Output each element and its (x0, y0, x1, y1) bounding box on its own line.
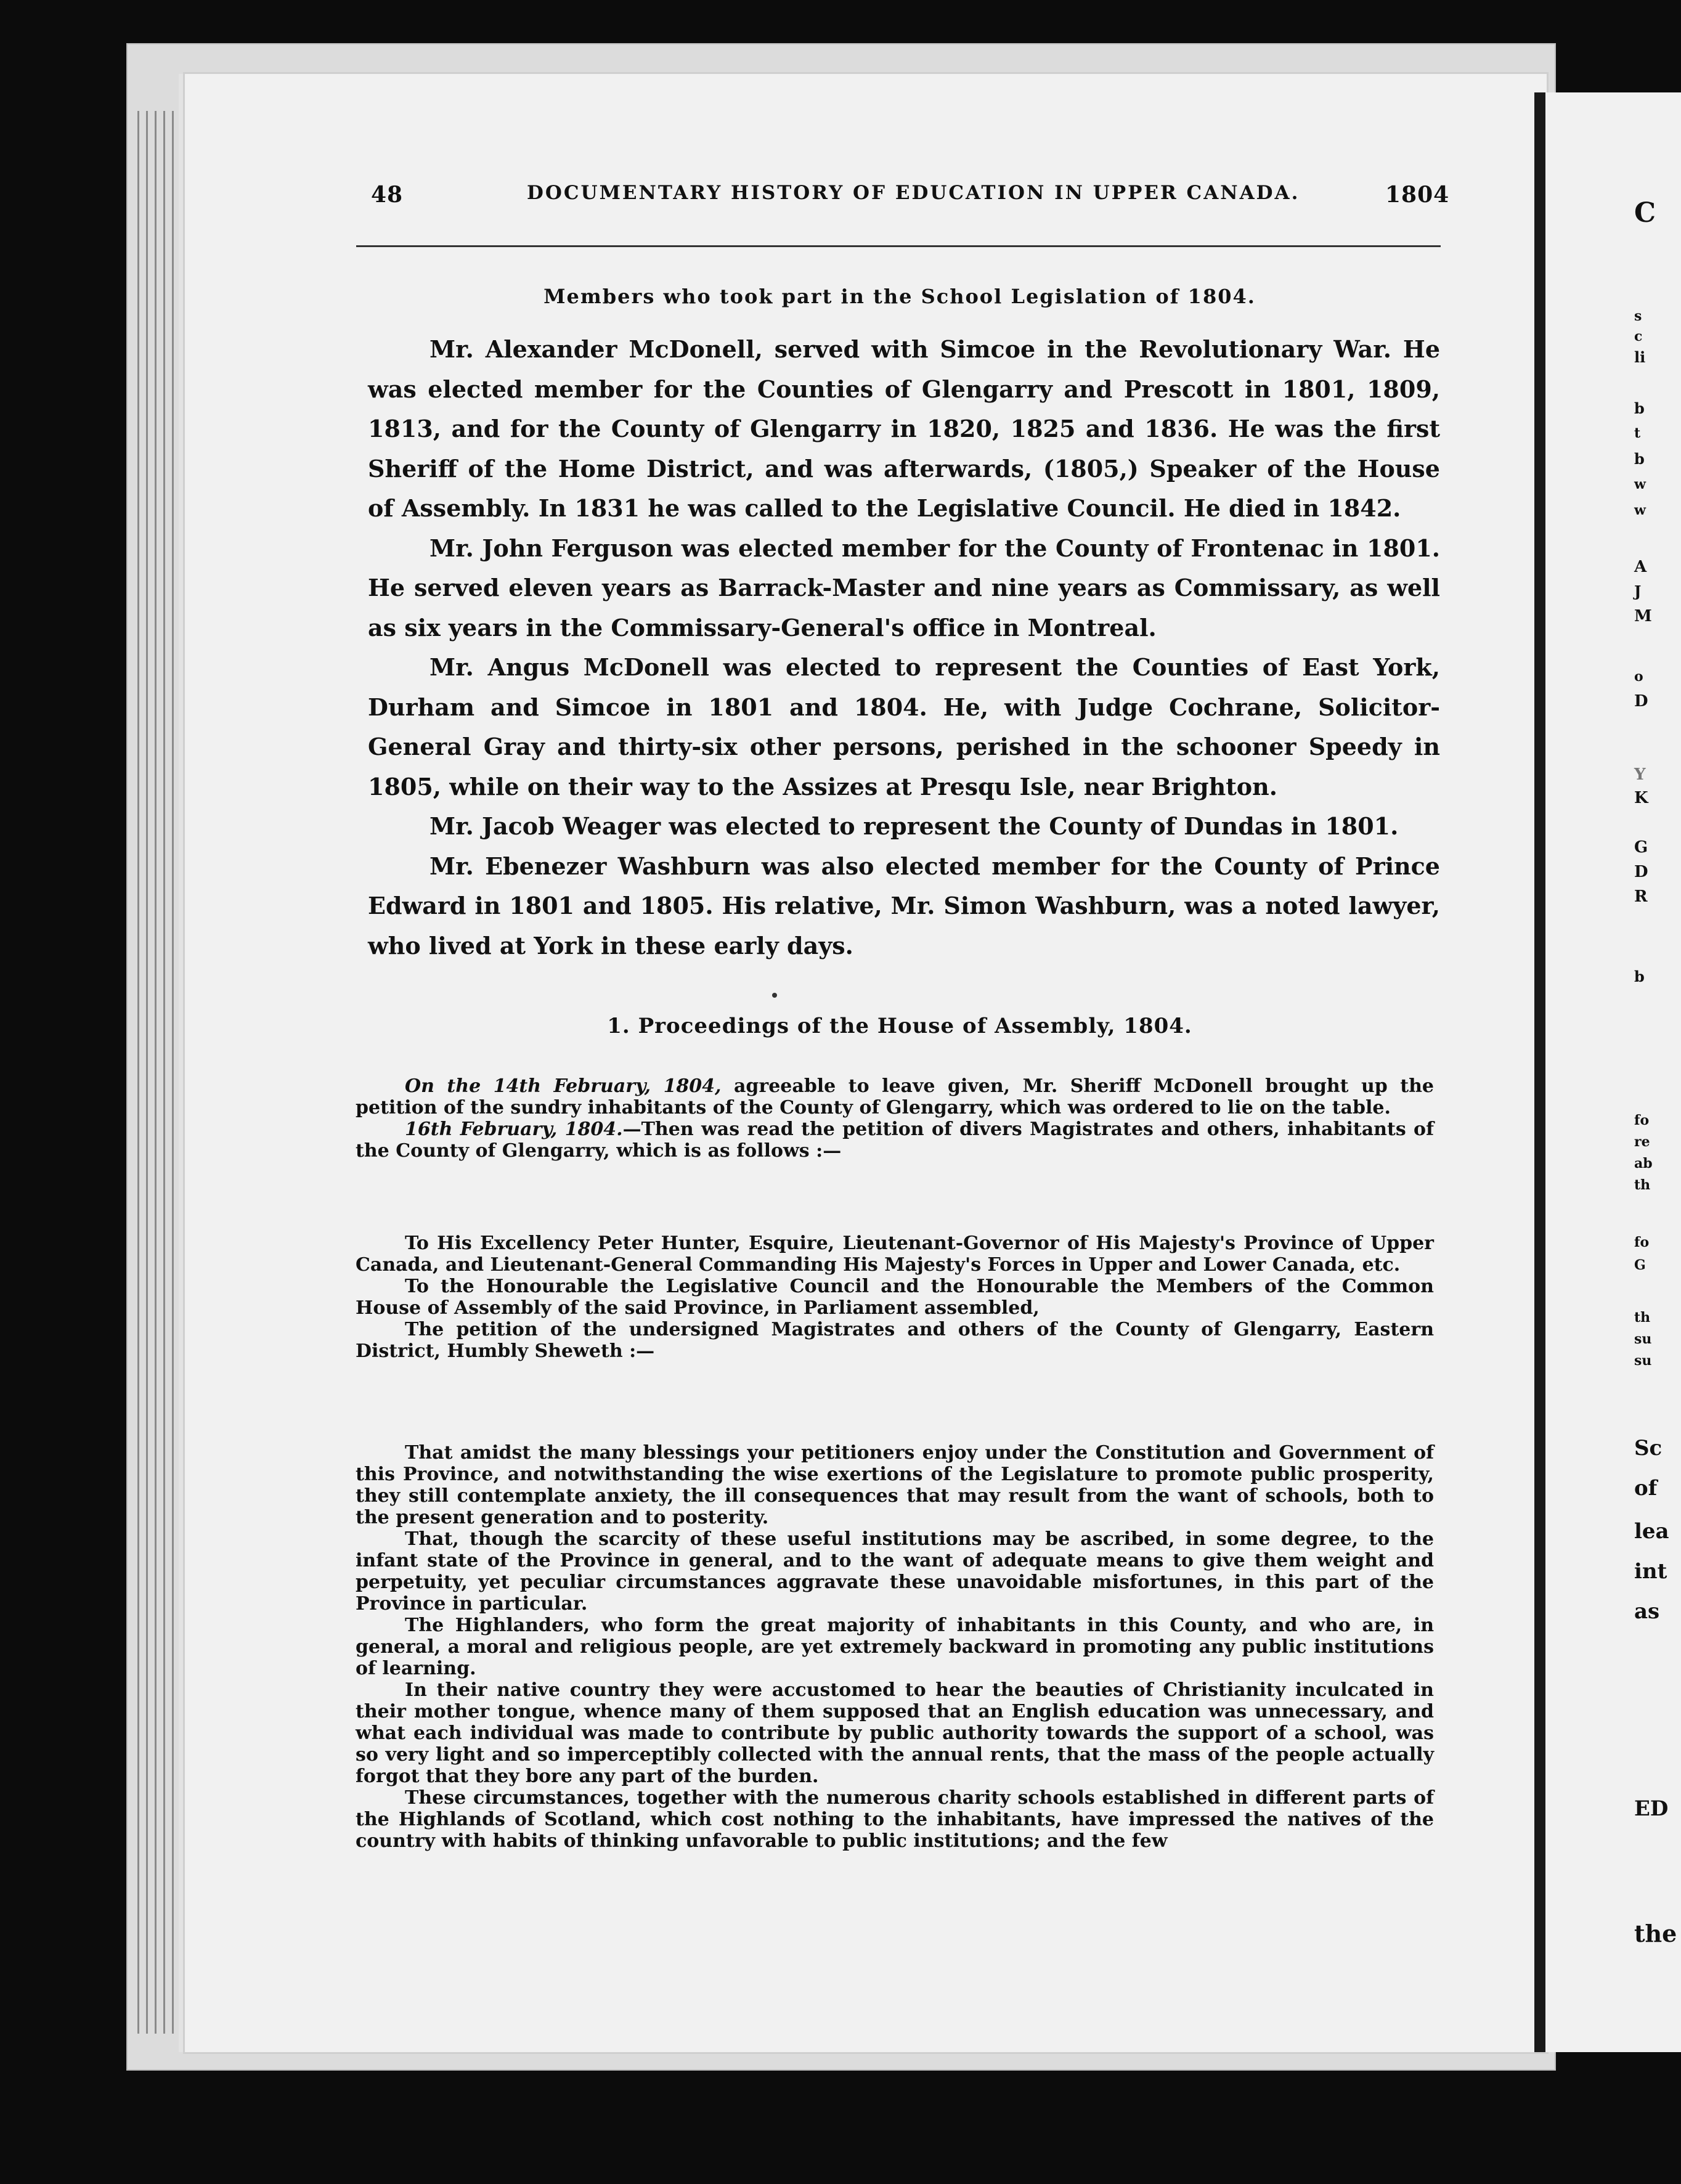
proceedings-heading: 1. Proceedings of the House of Assembly, 1804. (607, 1014, 1192, 1038)
facing-fragment: su (1634, 1331, 1652, 1347)
facing-fragment: G (1634, 1257, 1646, 1273)
facing-fragment: C (1634, 197, 1656, 229)
petition-paragraph: In their native country they were accustomed to hear the beauties of Christianity inculcated in their mother tongue, whence many of them supposed that an English education was unnecessary, and what each individual was made to contribute by public authority towards the support of a school, was so very light and so imperceptibly collected with the annual rents, that the mass of the people actually forgot that they bore any part of the burden. (356, 1679, 1434, 1787)
member-paragraph: Mr. Alexander McDonell, served with Simcoe in the Revolutionary War. He was elected member for the Counties of Glengarry and Prescott in 1801, 1809, 1813, and for the County of Glengarry in 1820, 1825 and 1836. He was the first Sheriff of the Home District, and was afterwards, (1805,) Speaker of the House of Assembly. In 1831 he was called to the Legislative Council. He died in 1842. (368, 335, 1440, 522)
facing-fragment: ED (1634, 1796, 1669, 1821)
page-number: 48 (371, 182, 404, 208)
intro-date: 16th February, 1804. (405, 1118, 623, 1140)
petition-paragraph: That amidst the many blessings your petitioners enjoy under the Constitution and Government of this Province, and notwithstanding the wise exertions of the Legislature to promote public prosperity, they still contemplate anxiety, the ill consequences that may result from the want of schools, both to the present generation and to posterity. (356, 1442, 1434, 1528)
facing-fragment: w (1634, 502, 1646, 518)
facing-fragment: t (1634, 425, 1641, 441)
intro-paragraph (356, 1118, 1434, 1162)
address-paragraph: To the Honourable the Legislative Council and the Honourable the Members of the Common House of Assembly of the said Province, in Parliament assembled, (356, 1276, 1434, 1319)
petition-paragraph: These circumstances, together with the numerous charity schools established in different parts of the Highlands of Scotland, which cost nothing to the inhabitants, have impressed the natives of the country with habits of thinking unfavorable to public institutions; and the few (356, 1787, 1434, 1852)
page-edge-line (172, 111, 174, 2034)
facing-fragment: of (1634, 1476, 1658, 1501)
ornament-dot (772, 993, 777, 998)
facing-fragment: o (1634, 669, 1643, 685)
page-edge-line (146, 111, 148, 2034)
facing-fragment: c (1634, 328, 1643, 344)
facing-fragment: lea (1634, 1519, 1669, 1544)
petition-paragraph: That, though the scarcity of these useful institutions may be ascribed, in some degree, to the infant state of the Province in general, and to the want of adequate means to give them weight and perpetuity, yet peculiar circumstances aggravate these unavoidable misfortunes, in this part of the Province in particular. (356, 1528, 1434, 1615)
petition-body (356, 1442, 1434, 1852)
member-paragraph: Mr. Ebenezer Washburn was also elected member for the County of Prince Edward in 1801 and 1805. His relative, Mr. Simon Washburn, was a noted lawyer, who lived at York in these early days. (368, 852, 1440, 960)
members-heading: Members who took part in the School Legislation of 1804. (543, 285, 1256, 308)
facing-fragment: b (1634, 450, 1645, 468)
intro-date: On the 14th February, 1804, (405, 1075, 722, 1097)
page-edge-line (181, 111, 182, 2034)
facing-fragment: D (1634, 863, 1648, 881)
running-year: 1804 (1385, 182, 1450, 208)
header-rule (356, 245, 1441, 247)
facing-fragment: Y (1634, 765, 1646, 784)
facing-fragment: s (1634, 308, 1642, 324)
facing-page (1545, 92, 1681, 2052)
running-title: DOCUMENTARY HISTORY OF EDUCATION IN UPPER CANADA. (527, 182, 1300, 204)
intro-text: agreeable to leave given, Mr. Sheriff McDonell brought up the petition of the sundry inhabitants of the County of Glengarry, which was ordered to lie on the table. (356, 1075, 1434, 1118)
page-edge-line (155, 111, 157, 2034)
facing-fragment: re (1634, 1134, 1650, 1150)
facing-fragment: fo (1634, 1234, 1650, 1250)
page-edge-line (137, 111, 139, 2034)
facing-fragment: D (1634, 692, 1648, 711)
petition-address (356, 1233, 1434, 1362)
facing-fragment: int (1634, 1559, 1667, 1584)
facing-fragment: A (1634, 558, 1647, 576)
facing-fragment: as (1634, 1599, 1660, 1624)
facing-fragment: the (1634, 1920, 1677, 1947)
member-paragraph: Mr. Jacob Weager was elected to represent the County of Dundas in 1801. (429, 812, 1399, 840)
facing-fragment: M (1634, 607, 1652, 625)
address-paragraph: The petition of the undersigned Magistrates and others of the County of Glengarry, Eastern District, Humbly Sheweth :— (356, 1319, 1434, 1362)
facing-fragment: b (1634, 399, 1645, 417)
facing-fragment: w (1634, 476, 1646, 492)
facing-fragment: G (1634, 838, 1648, 857)
facing-fragment: ab (1634, 1155, 1653, 1171)
intro-paragraph (356, 1075, 1434, 1118)
facing-fragment: th (1634, 1310, 1651, 1326)
book-gutter (1534, 92, 1545, 2052)
facing-fragment: R (1634, 887, 1648, 906)
facing-fragment: b (1634, 968, 1645, 985)
member-paragraph: Mr. John Ferguson was elected member for the County of Frontenac in 1801. He served eleven years as Barrack-Master and nine years as Commissary, as well as six years in the Commissary-General's office in Montreal. (368, 534, 1440, 642)
facing-fragment: th (1634, 1177, 1651, 1193)
facing-fragment: Sc (1634, 1436, 1663, 1461)
address-paragraph: To His Excellency Peter Hunter, Esquire, Lieutenant-Governor of His Majesty's Province of Upper Canada, and Lieutenant-General Commanding His Majesty's Forces in Upper and Lower Canada, etc. (356, 1233, 1434, 1276)
facing-fragment: fo (1634, 1112, 1650, 1128)
facing-fragment: li (1634, 348, 1646, 366)
proceedings-intro (356, 1075, 1434, 1162)
intro-text: —Then was read the petition of divers Magistrates and others, inhabitants of the County of Glengarry, which is as follows :— (356, 1118, 1434, 1162)
facing-fragment: su (1634, 1353, 1652, 1369)
member-paragraph: Mr. Angus McDonell was elected to represent the Counties of East York, Durham and Simcoe in 1801 and 1804. He, with Judge Cochrane, Solicitor-General Gray and thirty-six other persons, perished in the schooner Speedy in 1805, while on their way to the Assizes at Presqu Isle, near Brighton. (368, 653, 1440, 801)
page-edge-line (163, 111, 165, 2034)
facing-fragment: J (1634, 582, 1642, 600)
facing-fragment: K (1634, 789, 1648, 807)
members-text (368, 330, 1440, 966)
petition-paragraph: The Highlanders, who form the great majority of inhabitants in this County, and who are, in general, a moral and religious people, are yet extremely backward in promoting any public institutions of learning. (356, 1615, 1434, 1679)
